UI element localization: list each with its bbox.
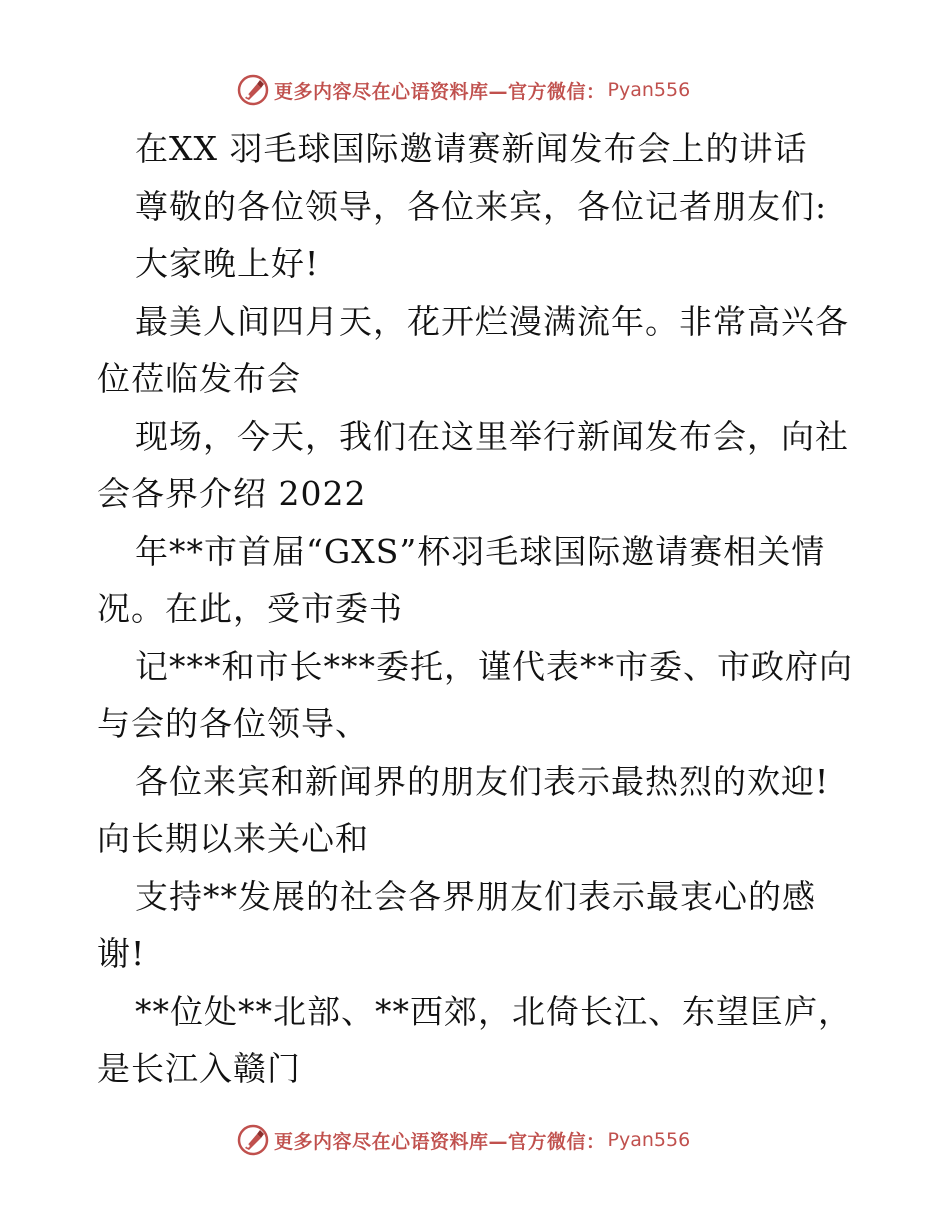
salutation: 尊敬的各位领导，各位来宾，各位记者朋友们: xyxy=(135,186,828,226)
paragraph-line: 向长期以来关心和 xyxy=(97,819,369,858)
document-body xyxy=(97,120,867,1098)
paragraph-line: 支持**发展的社会各界朋友们表示最衷心的感 xyxy=(135,876,816,916)
paragraph-line: 谢! xyxy=(97,934,146,973)
paragraph-line: 况。在此，受市委书 xyxy=(97,589,403,628)
paragraph-line: 位莅临发布会 xyxy=(97,359,301,398)
watermark-text: 更多内容尽在心语资料库—官方微信： xyxy=(274,1130,606,1153)
paragraph-line: 年**市首届“GXS”杯羽毛球国际邀请赛相关情 xyxy=(135,531,826,571)
paragraph-line: 与会的各位领导、 xyxy=(97,704,369,743)
pen-logo-icon xyxy=(236,1123,270,1157)
document-title: 在XX 羽毛球国际邀请赛新闻发布会上的讲话 xyxy=(135,129,808,168)
paragraph-line: 最美人间四月天，花开烂漫满流年。非常高兴各 xyxy=(135,301,849,341)
greeting: 大家晚上好! xyxy=(135,244,320,283)
paragraph-line: 是长江入赣门 xyxy=(97,1049,301,1088)
footer-watermark xyxy=(236,1122,736,1158)
watermark-text: 更多内容尽在心语资料库—官方微信： xyxy=(274,80,606,103)
paragraph-line: 会各界介绍 2022 xyxy=(97,474,367,513)
paragraph-line: 记***和市长***委托，谨代表**市委、市政府向 xyxy=(135,646,853,686)
watermark-wechat-id: Pyan556 xyxy=(607,1129,691,1151)
watermark-wechat-id: Pyan556 xyxy=(607,79,691,101)
header-watermark xyxy=(236,72,736,108)
paragraph-line: 各位来宾和新闻界的朋友们表示最热烈的欢迎! xyxy=(135,761,830,801)
paragraph-line: 现场，今天，我们在这里举行新闻发布会，向社 xyxy=(135,416,849,456)
paragraph-line: **位处**北部、**西郊，北倚长江、东望匡庐， xyxy=(135,991,852,1031)
pen-logo-icon xyxy=(236,73,270,107)
